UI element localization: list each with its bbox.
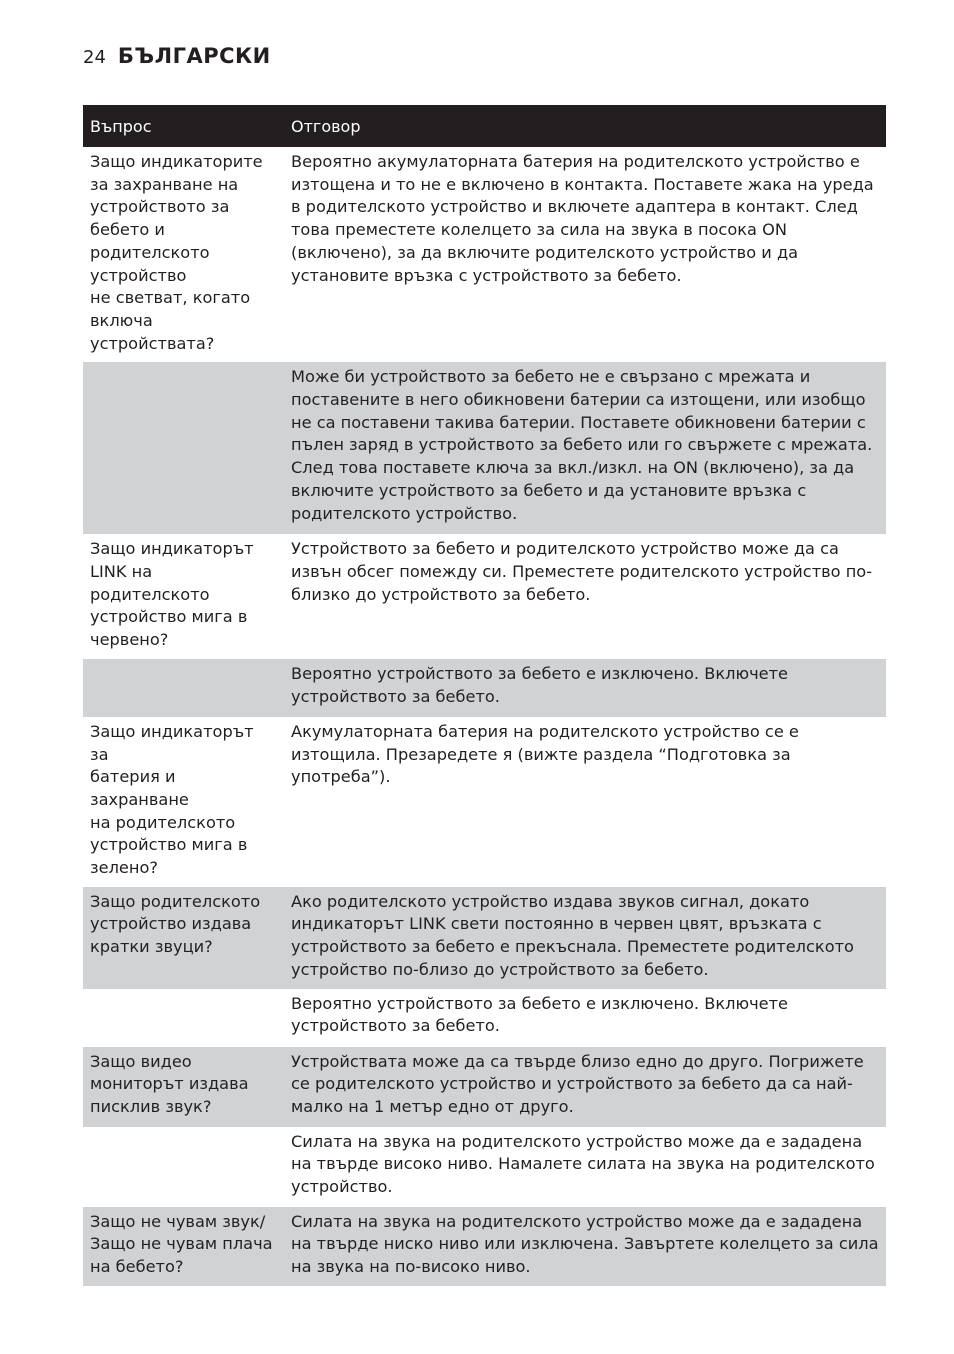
- page-number: 24: [83, 47, 106, 68]
- question-cell: Защо родителското устройство издава кратки звуци?: [83, 887, 284, 989]
- table-row: [83, 534, 886, 659]
- column-header-answer: Отговор: [284, 105, 886, 147]
- question-cell: [83, 989, 284, 1047]
- page-title: БЪЛГАРСКИ: [117, 44, 271, 68]
- page-header: [83, 44, 271, 68]
- answer-cell: Устройствата може да са твърде близо едно до друго. Погрижете се родителското устройство и устройството за бебето да са най-малко на 1 метър едно от друго.: [284, 1047, 886, 1127]
- answer-cell: Ако родителското устройство издава звуков сигнал, докато индикаторът LINK свети постоянно в червен цвят, връзката с устройството за бебето е прекъснала. Преместете родителското устройство по-близо до устройството за бебето.: [284, 887, 886, 989]
- question-cell: Защо не чувам звук/ Защо не чувам плача на бебето?: [83, 1207, 284, 1286]
- answer-cell: Акумулаторната батерия на родителското устройство се е изтощила. Презаредете я (вижте раздела “Подготовка за употреба”).: [291, 721, 799, 787]
- table-row: [83, 659, 886, 717]
- table-row: [83, 887, 886, 989]
- answer-cell: Може би устройството за бебето не е свързано с мрежата и поставените в него обикновени батерии са изтощени, или изобщо не са поставени такива батерии. Поставете обикновени батерии с пълен заряд в устройството за бебето или го свържете с мрежата. След това поставете ключа за вкл./изкл. на ON (включено), за да включите устройството за бебето и да установите връзка с родителското устройство.: [284, 362, 886, 534]
- question-cell: Защо видео мониторът издава писклив звук?: [83, 1047, 284, 1127]
- table-row: [83, 362, 886, 534]
- question-cell: Защо индикаторите за захранване на устройството за бебето и родителското устройство не светват, когато включа устройствата?: [90, 152, 263, 353]
- answer-cell: Вероятно устройството за бебето е изключено. Включете устройството за бебето.: [284, 659, 886, 717]
- question-cell: [83, 1127, 284, 1207]
- table-row: [83, 1047, 886, 1127]
- table-row: [83, 147, 886, 362]
- table-row: [83, 989, 886, 1047]
- answer-cell: Силата на звука на родителското устройство може да е зададена на твърде високо ниво. Намалете силата на звука на родителското устройство.: [291, 1131, 875, 1197]
- question-cell: Защо индикаторът за батерия и захранване на родителското устройство мига в зелено?: [90, 721, 254, 878]
- answer-cell: Силата на звука на родителското устройство може да е зададена на твърде ниско ниво или изключена. Завъртете колелцето за сила на звука на по-високо ниво.: [284, 1207, 886, 1286]
- table-row: [83, 717, 886, 887]
- table-row: [83, 1127, 886, 1207]
- table-header-row: [83, 105, 886, 147]
- answer-cell: Устройството за бебето и родителското устройство може да са извън обсег помежду си. Преместете родителското устройство по-близко до устройството за бебето.: [291, 539, 873, 604]
- table-row: [83, 1207, 886, 1286]
- question-cell: Защо индикаторът LINK на родителското устройство мига в червено?: [90, 539, 254, 650]
- answer-cell: Вероятно акумулаторната батерия на родителското устройство е изтощена и то не е включено в контакта. Поставете жака на уреда в родителското устройство и включете адаптера в контакт. След това преместете колелцето за сила на звука в посока ON (включено), за да включите родителското устройство и да установите връзка с устройството за бебето.: [291, 152, 874, 285]
- faq-table: [83, 105, 886, 1286]
- answer-cell: Вероятно устройството за бебето е изключено. Включете устройството за бебето.: [291, 993, 788, 1036]
- question-cell: [83, 659, 284, 717]
- question-cell: [83, 362, 284, 534]
- column-header-question: Въпрос: [83, 105, 284, 147]
